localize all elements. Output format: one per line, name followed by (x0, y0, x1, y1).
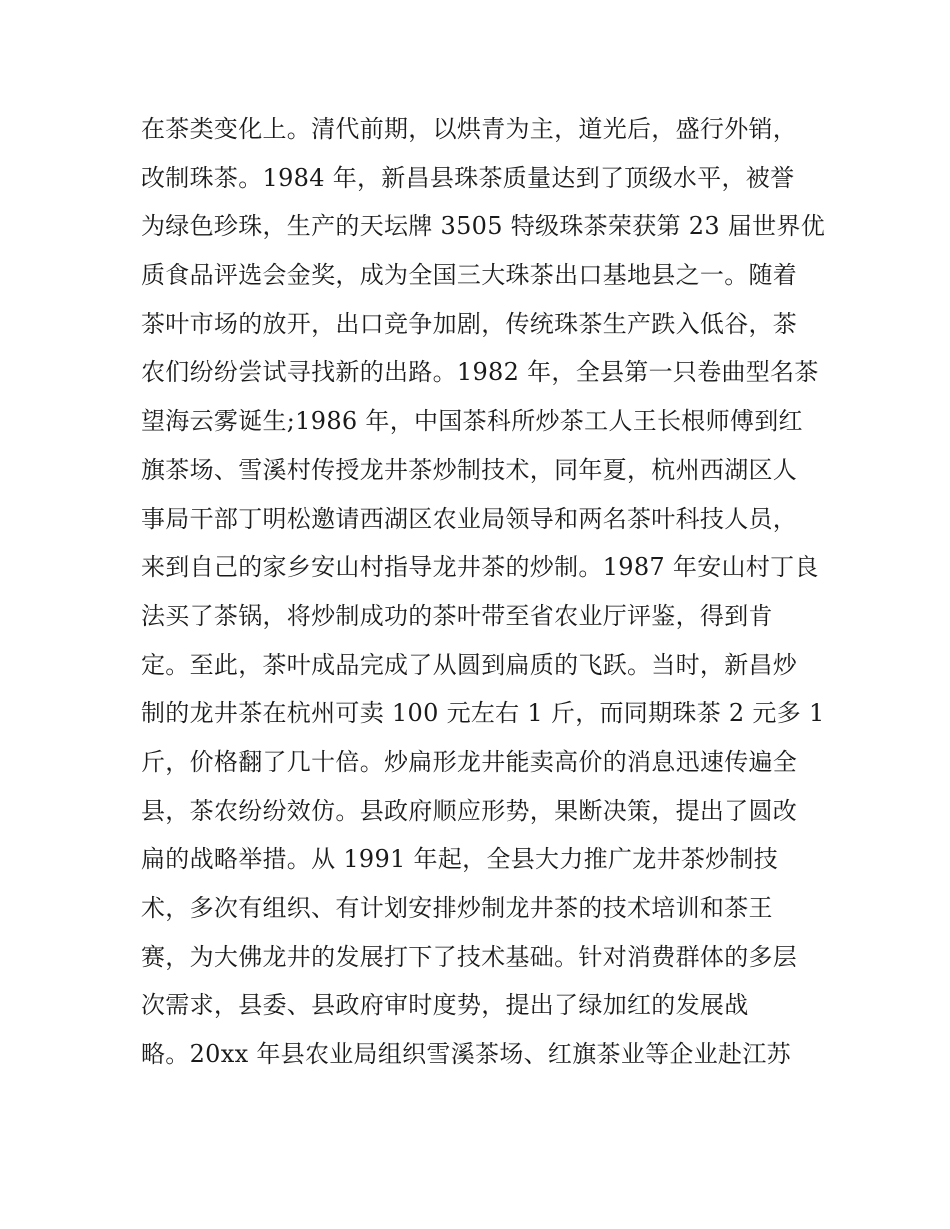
text-line: 次需求，县委、县政府审时度势，提出了绿加红的发展战 (141, 991, 749, 1020)
text-line: 扁的战略举措。从 1991 年起，全县大力推广龙井茶炒制技 (141, 845, 779, 874)
text-line: 来到自己的家乡安山村指导龙井茶的炒制。1987 年安山村丁良 (141, 553, 819, 582)
text-line: 法买了茶锅，将炒制成功的茶叶带至省农业厅评鉴，得到肯 (141, 601, 773, 630)
text-line: 事局干部丁明松邀请西湖区农业局领导和两名茶叶科技人员， (141, 504, 798, 533)
text-line: 赛，为大佛龙井的发展打下了技术基础。针对消费群体的多层 (141, 942, 798, 971)
text-line: 望海云雾诞生;1986 年，中国茶科所炒茶工人王长根师傅到红 (141, 407, 803, 436)
text-line: 在茶类变化上。清代前期，以烘青为主，道光后，盛行外销， (141, 115, 798, 143)
text-line: 茶叶市场的放开，出口竞争加剧，传统珠茶生产跌入低谷，茶 (141, 309, 798, 338)
text-line: 斤，价格翻了几十倍。炒扁形龙井能卖高价的消息迅速传遍全 (141, 747, 798, 776)
text-line: 质食品评选会金奖，成为全国三大珠茶出口基地县之一。随着 (141, 261, 798, 290)
text-line: 制的龙井茶在杭州可卖 100 元左右 1 斤，而同期珠茶 2 元多 1 (141, 699, 825, 728)
body-text (141, 105, 826, 1079)
text-line: 旗茶场、雪溪村传授龙井茶炒制技术，同年夏，杭州西湖区人 (141, 455, 798, 484)
text-line: 为绿色珍珠，生产的天坛牌 3505 特级珠茶荣获第 23 届世界优 (141, 212, 826, 241)
text-line: 略。20xx 年县农业局组织雪溪茶场、红旗茶业等企业赴江苏 (141, 1040, 791, 1069)
text-line: 定。至此，茶叶成品完成了从圆到扁质的飞跃。当时，新昌炒 (141, 650, 798, 679)
text-line: 农们纷纷尝试寻找新的出路。1982 年，全县第一只卷曲型名茶 (141, 358, 819, 387)
text-line: 县，茶农纷纷效仿。县政府顺应形势，果断决策，提出了圆改 (141, 796, 798, 825)
text-line: 术，多次有组织、有计划安排炒制龙井茶的技术培训和茶王 (141, 894, 773, 922)
text-line: 改制珠茶。1984 年，新昌县珠茶质量达到了顶级水平，被誉 (141, 163, 795, 192)
